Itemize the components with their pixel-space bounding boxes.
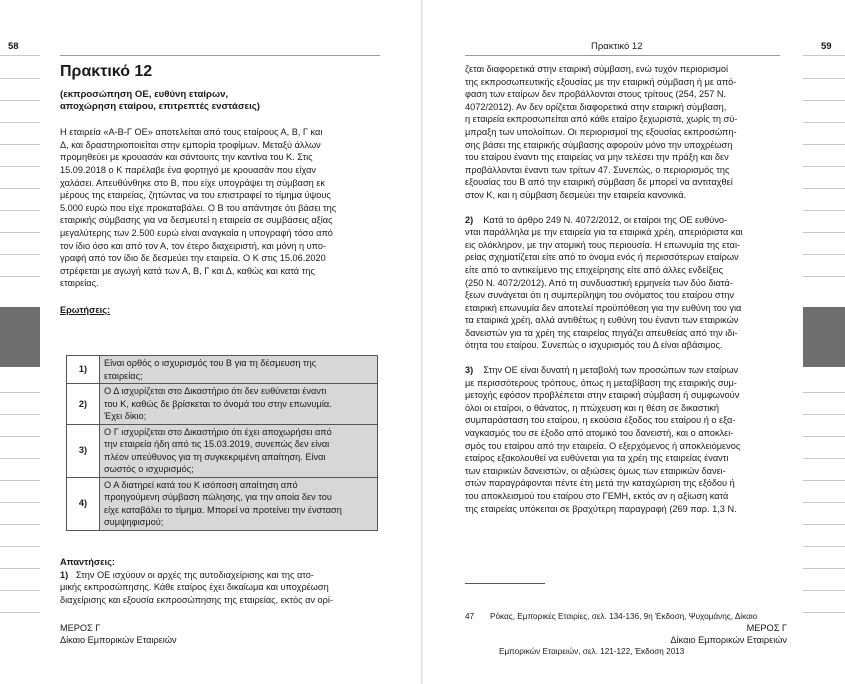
- question-number: 2): [67, 384, 100, 425]
- text-line: εταιρική επωνυμία δεν αποτελεί προϋπόθεση για την ευθύνη του για: [465, 302, 742, 313]
- answer-number: 3): [465, 365, 474, 376]
- margin-rule: [803, 436, 845, 437]
- margin-rule: [0, 568, 40, 569]
- margin-rule: [0, 414, 40, 415]
- subtitle-line: (εκπροσώπηση ΟΕ, ευθύνη εταίρων,: [60, 88, 229, 100]
- margin-rule: [0, 392, 40, 393]
- text-line: σωστός ο ισχυρισμός;: [104, 464, 194, 474]
- text-line: η εταιρεία εκπροσωπείται από κάθε εταίρο ξεχωριστά, χωρίς τη σύ-: [465, 114, 738, 125]
- margin-rule: [0, 480, 40, 481]
- text-line: είτε από το αντικείμενο της επιχείρησης είτε από άλλες ενδείξεις: [465, 264, 724, 275]
- text-line: σμός του εταίρου από την εταιρεία. Ο εξερχόμενος ή αποκλειόμενος: [465, 440, 741, 451]
- text-line: διαχείρισης και εξουσία εκπροσώπησης της εταιρείας, εκτός αν ορί-: [60, 594, 333, 605]
- text-line: νται παράλληλα με την εταιρεία για τα εταιρικά χρέη, απεριόριστα και: [465, 227, 743, 238]
- margin-rule: [0, 144, 40, 145]
- footer-part: ΜΕΡΟΣ Γ: [746, 623, 787, 633]
- text-line: του Κ, καθώς δε βρίσκεται το όνομά του στην επωνυμία.: [104, 398, 332, 409]
- margin-rule: [803, 276, 845, 277]
- text-line: μεγαλύτερης των 2.500 ευρώ είναι αναγκαία η υπογραφή τόσο από: [60, 227, 333, 238]
- text-line: τα εταιρικά χρέη, αλλά αντιθέτως η ευθύνη του έναντι των εταιρικών: [465, 315, 739, 326]
- margin-rule: [803, 458, 845, 459]
- question-row: [67, 424, 378, 477]
- text-line: του αποκλεισμού του εταίρου στο ΓΕΜΗ, εκτός αν η αξίωση κατά: [465, 491, 729, 501]
- text-line: Στην ΟΕ ισχύουν οι αρχές της αυτοδιαχείρισης και της ατο-: [75, 569, 314, 580]
- subtitle-line: αποχώρηση εταίρου, επιτρεπτές ενστάσεις): [60, 101, 260, 113]
- margin-rule: [0, 100, 40, 101]
- text-line: ρείας σχηματίζεται είτε από το όνομα ενός ή περισσότερων εταίρων: [465, 252, 739, 263]
- margin-rule: [0, 55, 40, 56]
- margin-rule: [803, 590, 845, 591]
- text-line: σης βάσει της εταιρικής σύμβασης αφορούν μόνο την υποχρέωση: [465, 139, 733, 150]
- question-number: 1): [67, 356, 100, 384]
- margin-rule: [0, 590, 40, 591]
- margin-rule: [803, 55, 845, 56]
- text-line: Δ, και δραστηριοποιείται στην εμπορία τροφίμων. Μεταξύ άλλων: [60, 139, 321, 150]
- text-line: προμηθεύει με κρουασάν και σάντουιτς την καντίνα του Κ. Στις: [60, 152, 313, 163]
- margin-rule: [803, 612, 845, 613]
- text-line: μικής εκπροσώπησης. Κάθε εταίρος έχει δικαίωμα και υποχρέωση: [60, 582, 329, 593]
- margin-rule: [0, 188, 40, 189]
- text-line: 4072/2012). Αν δεν ορίζεται διαφορετικά στην εταιρική σύμβαση,: [465, 101, 727, 112]
- text-line: χαλάσει. Απευθύνθηκε στο Β, που είχε υπογράψει τη σύμβαση εκ: [60, 177, 326, 188]
- text-line: δανειστών για τα χρέη της εταιρείας πηγάζει απευθείας από την ιδι-: [465, 327, 738, 338]
- footer-part: ΜΕΡΟΣ Γ: [60, 623, 101, 633]
- answer-2: [465, 214, 787, 353]
- page-number: 59: [821, 41, 832, 52]
- answer-first-line: [60, 569, 380, 582]
- text-line: της εκπροσωπευτικής εξουσίας με την εταιρική σύμβαση ή με από-: [465, 76, 737, 87]
- text-line: του εταίρου έναντι της εταιρείας να μην τελέσει την πράξη και δεν: [465, 152, 729, 163]
- text-line: προβάλλονται έναντι των τρίτων 47. Συνεπώς, ο περιορισμός της: [465, 164, 730, 175]
- text-line: στον Κ, και η σύμβαση δεσμεύει την εταιρεία κανονικά.: [465, 189, 687, 200]
- margin-rule: [0, 78, 40, 79]
- text-line: συμψηφισμού;: [104, 517, 164, 527]
- answers-heading: Απαντήσεις:: [60, 557, 115, 567]
- footnote-line: Εμπορικών Εταιρειών, σελ. 121-122, Έκδοση 2013: [499, 646, 685, 656]
- margin-rule: [803, 144, 845, 145]
- text-line: στρέφεται με αγωγή κατά των Α, Β, Γ και Δ, καθώς και κατά της: [60, 265, 315, 276]
- footnote-line: 47 Ρόκας, Εμπορικές Εταιρίες, σελ. 134-136, 9η Έκδοση, Ψυχομάνης, Δίκαιο: [465, 612, 758, 621]
- question-text: [100, 356, 378, 384]
- answer-first-line: [465, 214, 787, 227]
- text-line: ξεων συνάγεται ότι η συμπερίληψη του ονόματος του εταίρου στην: [465, 290, 734, 301]
- margin-rule: [803, 392, 845, 393]
- margin-rule: [803, 122, 845, 123]
- margin-rule: [0, 122, 40, 123]
- text-line: Έχει δίκιο;: [104, 411, 147, 421]
- left-footer: [60, 623, 177, 646]
- text-line: προηγούμενη σύμβαση πώλησης, για την οποία δεν του: [104, 492, 332, 502]
- questions-heading: Ερωτήσεις:: [60, 304, 111, 315]
- margin-rule: [803, 480, 845, 481]
- text-line: εταίρος εξακολουθεί να ευθύνεται για τα χρέη της εταιρείας έναντι: [465, 453, 729, 464]
- answer-first-line: [465, 364, 787, 377]
- text-line: Ο Γ ισχυρίζεται στο Δικαστήριο ότι έχει αποχωρήσει από: [104, 426, 332, 437]
- text-line: εις ολόκληρον, με την ατομική τους περιουσία. Η επωνυμία της εται-: [465, 239, 741, 250]
- margin-rule: [803, 524, 845, 525]
- header-rule: [465, 55, 780, 56]
- intro-paragraph: [60, 126, 380, 290]
- margin-rule: [0, 210, 40, 211]
- section-tab: [0, 307, 40, 367]
- question-text: [100, 384, 378, 425]
- margin-rule: [0, 436, 40, 437]
- text-line: της εταιρείας υπόκειται σε βραχύτερη παραγραφή (269 παρ. 1,3 Ν.: [465, 503, 737, 514]
- margin-rule: [0, 254, 40, 255]
- text-line: Στην ΟΕ είναι δυνατή η μεταβολή των προσώπων των εταίρων: [483, 365, 739, 376]
- margin-rule: [0, 612, 40, 613]
- margin-rule: [0, 524, 40, 525]
- right-page: [423, 0, 845, 684]
- question-number: 3): [67, 424, 100, 477]
- text-line: όλοι οι εταίροι, ο θάνατος, η πτώχευση και η θέση σε δικαστική: [465, 402, 719, 413]
- text-line: τον ίδιο όσο και από τον Α, τον έτερο διαχειριστή, και μόνη η υπο-: [60, 240, 327, 251]
- left-page: [0, 0, 422, 684]
- text-line: εταιρείας;: [104, 370, 143, 381]
- question-row: [67, 477, 378, 530]
- text-line: μπραξη των υπολοίπων. Οι περιορισμοί της εξουσίας εκπροσώπη-: [465, 126, 737, 137]
- margin-rule: [803, 502, 845, 503]
- text-line: ζεται διαφορετικά στην εταιρική σύμβαση, ενώ τυχόν περιορισμοί: [465, 64, 729, 74]
- margin-rule: [0, 458, 40, 459]
- text-line: είχε καταβάλει το τίμημα. Μπορεί να προτείνει την ένσταση: [104, 504, 342, 515]
- running-header: Πρακτικό 12: [591, 41, 643, 52]
- text-line: (250 Ν. 4072/2012). Από τη συνδυαστική ερμηνεία των δύο διατά-: [465, 277, 733, 288]
- answers-block: [60, 556, 380, 606]
- section-tab: [803, 307, 845, 367]
- text-line: των εταιρικών δανειστών, οι αξιώσεις όμως των εταιρικών δανει-: [465, 465, 726, 476]
- margin-rule: [803, 166, 845, 167]
- right-footer: [663, 623, 787, 646]
- page-number: 58: [8, 41, 19, 52]
- question-row: [67, 384, 378, 425]
- margin-rule: [803, 232, 845, 233]
- question-number: 4): [67, 477, 100, 530]
- text-line: μετοχής εφόσον προβλέπεται στην εταιρική σύμβαση ή συμφωνούν: [465, 390, 740, 401]
- header-rule: [60, 55, 380, 56]
- question-text: [100, 477, 378, 530]
- text-line: στών παραγράφονται πέντε έτη μετά την καταχώριση της εξόδου ή: [465, 478, 735, 489]
- text-line: Ο Α διατηρεί κατά του Κ ισόποση απαίτηση από: [104, 479, 298, 490]
- answer-1-continued: [465, 63, 787, 202]
- answer-number: 2): [465, 214, 474, 225]
- margin-rule: [803, 254, 845, 255]
- answer-number: 1): [60, 569, 69, 580]
- questions-table: [66, 355, 378, 531]
- margin-rule: [803, 78, 845, 79]
- text-line: ότητα του εταίρου. Συνεπώς ο ισχυρισμός του Δ είναι αβάσιμος.: [465, 340, 723, 351]
- margin-rule: [0, 502, 40, 503]
- text-line: Είναι ορθός ο ισχυρισμός του Β για τη δέσμευση της: [104, 358, 317, 368]
- margin-rule: [803, 210, 845, 211]
- margin-rule: [0, 166, 40, 167]
- margin-rule: [0, 276, 40, 277]
- question-row: [67, 356, 378, 384]
- margin-rule: [0, 232, 40, 233]
- footer-subject: Δίκαιο Εμπορικών Εταιρειών: [670, 634, 787, 645]
- margin-rule: [803, 546, 845, 547]
- text-line: συμπαράσταση του εταίρου, η εκούσια έξοδος του εταίρου ή ο εξα-: [465, 415, 736, 426]
- margin-rule: [803, 414, 845, 415]
- margin-rule: [803, 100, 845, 101]
- text-line: Κατά το άρθρο 249 Ν. 4072/2012, οι εταίροι της ΟΕ ευθύνο-: [483, 214, 728, 225]
- margin-rule: [0, 546, 40, 547]
- text-line: την εταιρεία ήδη από τις 15.03.2019, συνεπώς δεν είναι: [104, 439, 330, 449]
- text-line: Η εταιρεία «Α-Β-Γ ΟΕ» αποτελείται από τους εταίρους Α, Β, Γ και: [60, 127, 323, 138]
- left-content: [60, 63, 380, 317]
- text-line: 15.09.2018 ο Κ παρέλαβε ένα φορτηγό με κρουασάν που είχαν: [60, 164, 316, 175]
- page-title: Πρακτικό 12: [60, 63, 153, 80]
- question-text: [100, 424, 378, 477]
- text-line: ναγκασμός του σε έξοδο από ατομικό του δανειστή, και ο αποκλει-: [465, 428, 734, 439]
- text-line: μέρους της εταιρείας, ζητώντας να του επιστραφεί το τίμημα ύψους: [60, 190, 331, 201]
- text-line: Ο Δ ισχυρίζεται στο Δικαστήριο ότι δεν ευθύνεται έναντι: [104, 386, 327, 396]
- margin-rule: [803, 188, 845, 189]
- answer-3: [465, 364, 787, 515]
- text-line: γραφή από τον ίδιο δε δεσμεύει την εταιρεία. Ο Κ στις 15.06.2020: [60, 253, 326, 264]
- text-line: εταιρικής σύμβασης για να δεσμευτεί η εταιρεία σε συμβάσεις αξίας: [60, 215, 333, 226]
- margin-rule: [803, 568, 845, 569]
- right-content: [465, 63, 787, 515]
- text-line: εξουσίας του Β από την εταιρική σύμβαση δε μπορεί να αντιταχθεί: [465, 177, 733, 188]
- text-line: πλέον υπεύθυνος για τη συγκεκριμένη απαίτηση. Είναι: [104, 451, 326, 462]
- footnote-rule: [465, 583, 545, 584]
- footer-subject: Δίκαιο Εμπορικών Εταιρειών: [60, 634, 177, 645]
- text-line: με περισσότερους τρόπους, όπως η μεταβίβαση της εταιρικής συμ-: [465, 377, 737, 388]
- text-line: εταιρείας.: [60, 278, 99, 289]
- text-line: 5.000 ευρώ που είχε προκαταβάλει. Ο Β του απάντησε ότι βάσει της: [60, 202, 337, 213]
- text-line: φαση των εταίρων δεν προβάλλονται στους τρίτους (254, 257 Ν.: [465, 89, 727, 100]
